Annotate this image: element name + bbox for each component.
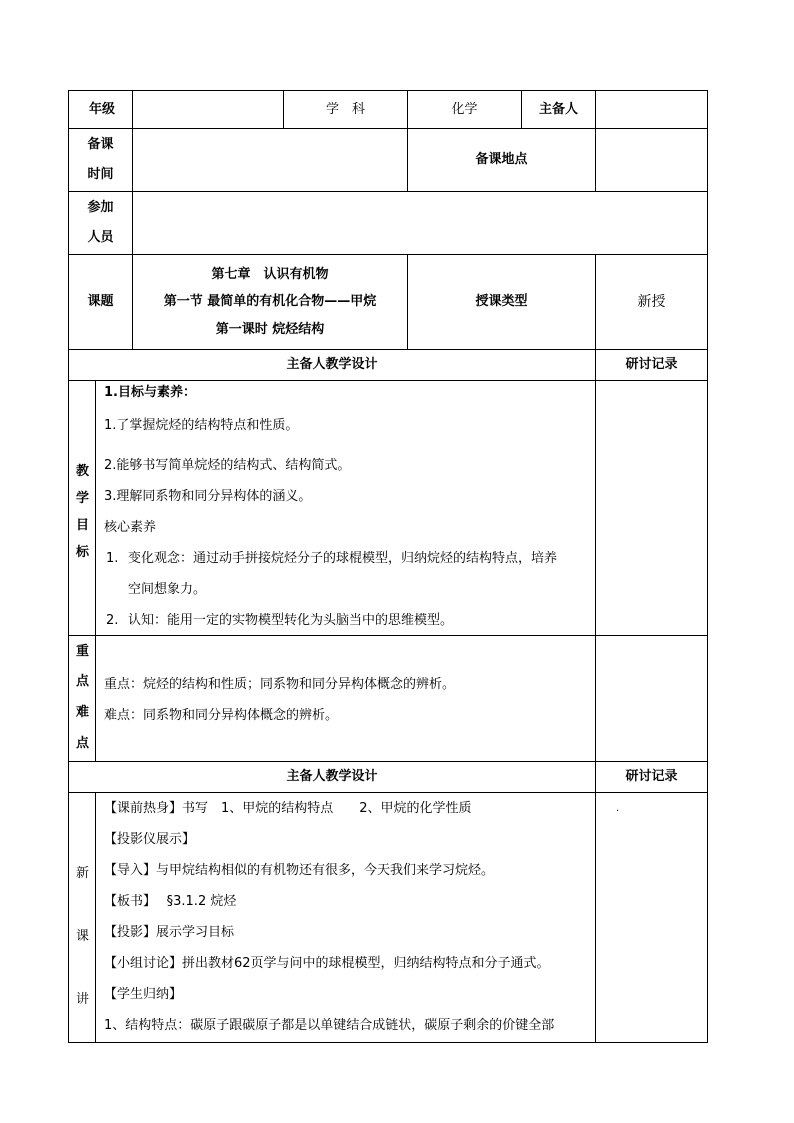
objectives-side-char-1: 教 — [76, 464, 90, 479]
grade-label-cell — [68, 90, 133, 129]
record-dot: . — [616, 803, 620, 814]
objectives-side-label — [68, 380, 96, 636]
warmup-line: 【课前热身】书写 1、甲烷的结构特点 2、甲烷的化学性质 — [104, 801, 472, 816]
core-literacy-item-2 — [106, 613, 453, 629]
difficult-point-text: 难点：同系物和同分异构体概念的辨析。 — [104, 708, 339, 723]
teaching-design-label-1: 主备人教学设计 — [286, 357, 378, 373]
prep-place-label: 备课地点 — [475, 152, 528, 168]
lesson-type-value: 新授 — [637, 293, 666, 310]
new-lesson-content — [95, 792, 596, 1043]
new-lesson-side-label — [68, 792, 96, 1043]
core-literacy-heading: 核心素养 — [104, 520, 157, 535]
attendees-value-cell[interactable] — [132, 191, 708, 255]
grade-value-cell[interactable] — [132, 90, 284, 129]
topic-section: 第一节 最简单的有机化合物——甲烷 — [163, 294, 377, 310]
discussion-record-label-2: 研讨记录 — [625, 769, 678, 785]
new-lesson-side-char-3: 讲 — [76, 992, 90, 1007]
new-lesson-side-char-2: 课 — [76, 929, 90, 944]
lesson-type-label: 授课类型 — [475, 294, 528, 310]
attendees-label-cell — [68, 191, 133, 255]
objectives-record-cell[interactable] — [595, 380, 708, 636]
prep-time-label-line1: 备课 — [87, 137, 114, 153]
attendees-label-line1: 参加 — [87, 200, 114, 216]
new-lesson-side-char-1: 新 — [76, 866, 90, 881]
topic-label-cell — [68, 254, 133, 350]
teaching-design-header-1 — [68, 349, 596, 381]
group-discussion-line: 【小组讨论】拼出教材62页学与问中的球棍模型，归纳结构特点和分子通式。 — [104, 956, 550, 971]
lesson-type-label-cell — [407, 254, 596, 350]
topic-label: 课题 — [87, 294, 114, 310]
objectives-heading: 1.目标与素养： — [104, 385, 196, 400]
prep-time-label-line2: 时间 — [87, 167, 114, 182]
objectives-side-char-2: 学 — [76, 491, 90, 506]
objectives-side-char-3: 目 — [76, 518, 90, 533]
discussion-record-header-2 — [595, 761, 708, 793]
subject-label-cell — [283, 90, 408, 129]
objectives-side-char-4: 标 — [76, 545, 90, 560]
objectives-content — [95, 380, 596, 636]
prep-time-label-cell — [68, 128, 133, 192]
subject-value: 化学 — [451, 101, 478, 117]
keypoints-side-label — [68, 635, 96, 762]
core-literacy-item-1 — [106, 551, 557, 567]
topic-chapter: 第七章 认识有机物 — [211, 266, 329, 282]
blackboard-line: 【板书】 §3.1.2 烷烃 — [104, 894, 237, 909]
keypoints-side-char-4: 点 — [76, 736, 90, 751]
keypoints-content — [95, 635, 596, 762]
objective-item-2: 2.能够书写简单烷烃的结构式、结构简式。 — [104, 458, 351, 473]
new-lesson-record-cell[interactable] — [595, 792, 708, 1043]
discussion-record-header-1 — [595, 349, 708, 381]
key-point-text: 重点：烷烃的结构和性质；同系物和同分异构体概念的辨析。 — [104, 677, 456, 692]
lesson-type-value-cell — [595, 254, 708, 350]
core-literacy-item-2-text: 认知：能用一定的实物模型转化为头脑当中的思维模型。 — [128, 613, 454, 628]
prep-place-value-cell[interactable] — [595, 128, 708, 192]
projection-line: 【投影】展示学习目标 — [104, 925, 235, 940]
objective-item-1: 1.了掌握烷烃的结构特点和性质。 — [104, 418, 299, 433]
preparer-label-cell — [521, 90, 596, 129]
keypoints-side-char-2: 点 — [76, 674, 90, 689]
keypoints-record-cell[interactable] — [595, 635, 708, 762]
attendees-label-line2: 人员 — [87, 230, 114, 245]
discussion-record-label-1: 研讨记录 — [625, 357, 678, 373]
keypoints-side-char-3: 难 — [76, 705, 90, 720]
student-summary-line: 【学生归纳】 — [104, 987, 183, 1002]
core-literacy-item-1-number: 1. — [106, 551, 119, 566]
subject-value-cell — [407, 90, 522, 129]
objective-item-3: 3.理解同系物和同分异构体的涵义。 — [104, 489, 312, 504]
teaching-design-header-2 — [68, 761, 596, 793]
core-literacy-item-1-continued: 空间想象力。 — [128, 582, 207, 597]
topic-value-cell — [132, 254, 408, 350]
grade-label: 年级 — [89, 101, 116, 117]
intro-line: 【导入】与甲烷结构相似的有机物还有很多，今天我们来学习烷烃。 — [104, 863, 495, 878]
core-literacy-item-1-text: 变化观念：通过动手拼接烷烃分子的球棍模型，归纳烷烃的结构特点，培养 — [128, 551, 558, 566]
subject-label: 学 科 — [325, 101, 365, 117]
prep-time-value-cell[interactable] — [132, 128, 408, 192]
teaching-design-label-2: 主备人教学设计 — [286, 769, 378, 785]
projector-line: 【投影仪展示】 — [104, 832, 196, 847]
structure-feature-line: 1、结构特点：碳原子跟碳原子都是以单键结合成链状，碳原子剩余的价键全部 — [104, 1018, 555, 1033]
core-literacy-item-2-number: 2. — [106, 613, 119, 628]
prep-place-label-cell — [407, 128, 596, 192]
preparer-label: 主备人 — [538, 101, 578, 117]
keypoints-side-char-1: 重 — [76, 644, 90, 659]
preparer-value-cell[interactable] — [595, 90, 708, 129]
topic-lesson: 第一课时 烷烃结构 — [215, 321, 325, 337]
